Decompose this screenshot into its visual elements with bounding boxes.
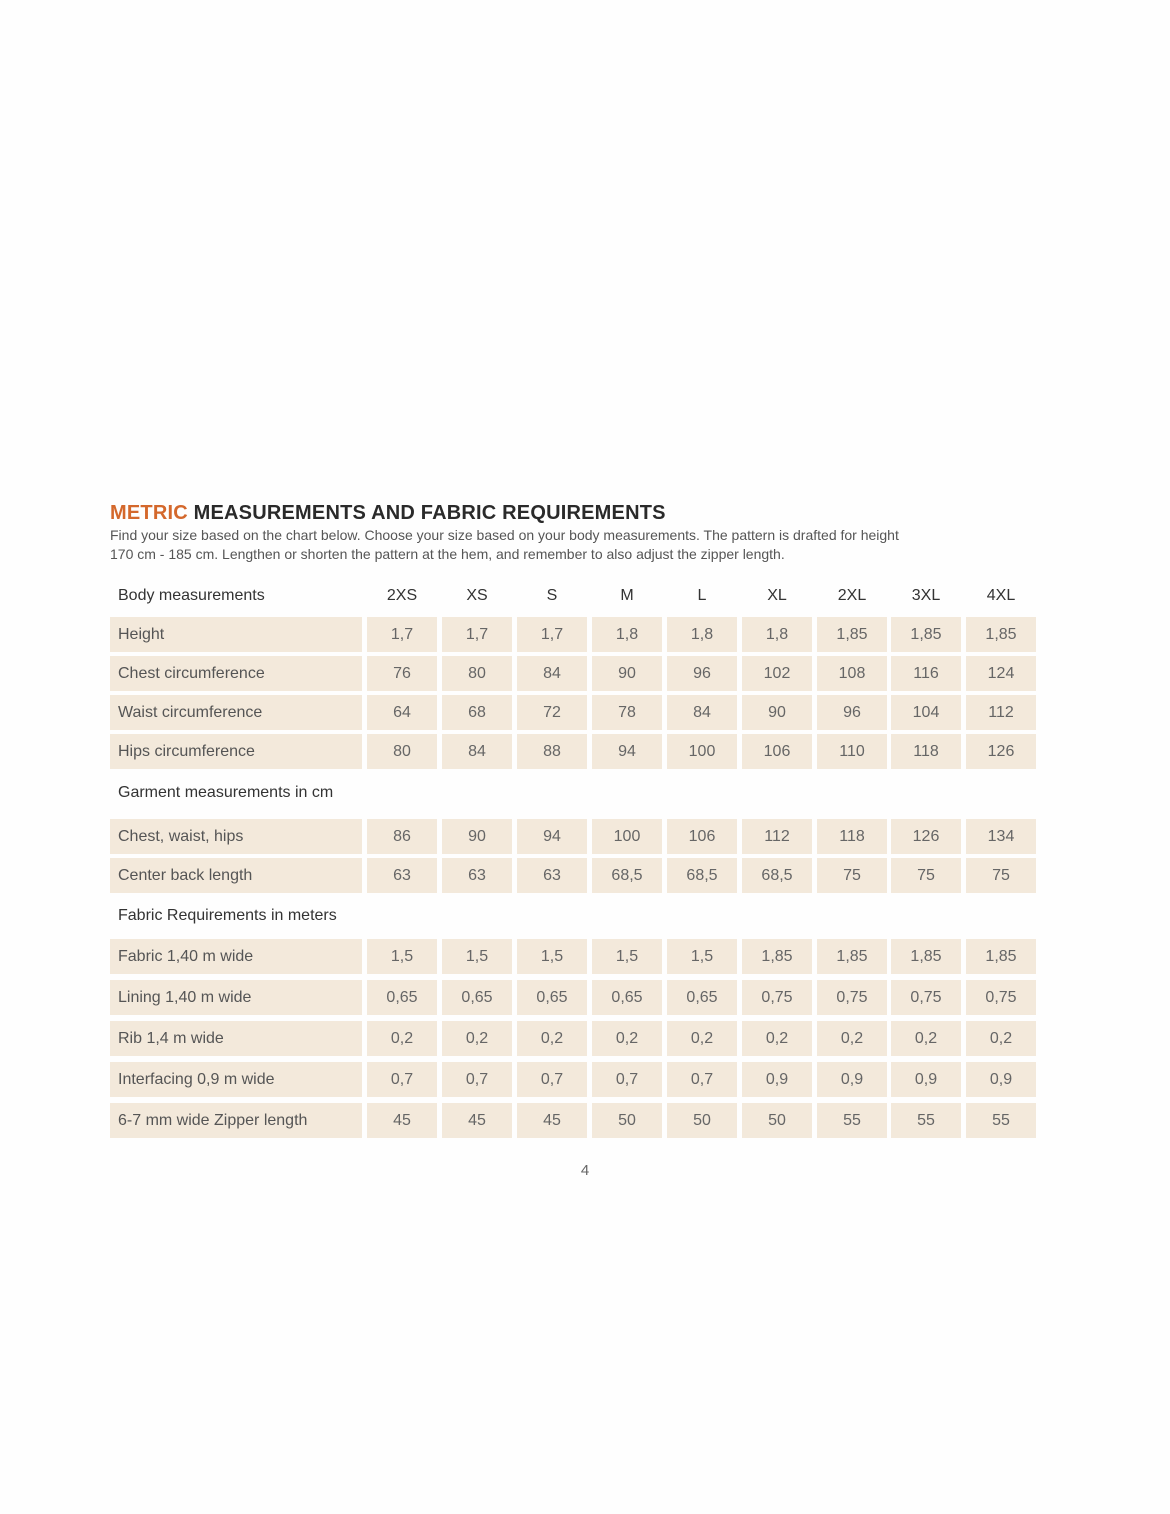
table-row <box>110 656 1038 691</box>
page-number: 4 <box>580 1162 590 1179</box>
intro-line-1: Find your size based on the chart below. Choose your size based on your body measurements. The pattern is drafted for height <box>110 527 899 543</box>
table-cell: 0,65 <box>442 980 512 1015</box>
table-cell: 0,7 <box>442 1062 512 1097</box>
table-row <box>110 1103 1038 1138</box>
table-cell: 0,75 <box>742 980 812 1015</box>
table-row <box>110 695 1038 730</box>
table-cell: 84 <box>442 734 512 769</box>
table-cell: 1,85 <box>891 939 961 974</box>
table-cell: 126 <box>891 819 961 854</box>
table-cell: 118 <box>891 734 961 769</box>
table-cell: 94 <box>517 819 587 854</box>
table-cell: 45 <box>367 1103 437 1138</box>
table-cell: 104 <box>891 695 961 730</box>
table-cell: 0,9 <box>742 1062 812 1097</box>
table-cell: 80 <box>442 656 512 691</box>
row-label: Height <box>110 617 362 652</box>
page-title <box>110 502 666 525</box>
table-cell: 55 <box>966 1103 1036 1138</box>
table-cell: 0,9 <box>891 1062 961 1097</box>
table-cell: 1,85 <box>891 617 961 652</box>
table-cell: 1,7 <box>367 617 437 652</box>
table-cell: 0,65 <box>367 980 437 1015</box>
row-label: Chest circumference <box>110 656 362 691</box>
table-cell: 0,75 <box>966 980 1036 1015</box>
table-cell: 1,7 <box>442 617 512 652</box>
table-cell: 124 <box>966 656 1036 691</box>
table-cell: 0,7 <box>367 1062 437 1097</box>
table-cell: 68,5 <box>592 858 662 893</box>
size-header: 2XL <box>837 586 867 604</box>
table-cell: 90 <box>742 695 812 730</box>
table-cell: 63 <box>367 858 437 893</box>
table-cell: 90 <box>442 819 512 854</box>
table-cell: 0,75 <box>891 980 961 1015</box>
table-cell: 102 <box>742 656 812 691</box>
table-cell: 75 <box>817 858 887 893</box>
table-cell: 108 <box>817 656 887 691</box>
table-cell: 112 <box>742 819 812 854</box>
table-header-row <box>110 578 1038 613</box>
table-cell: 84 <box>667 695 737 730</box>
title-rest: MEASUREMENTS AND FABRIC REQUIREMENTS <box>193 502 666 524</box>
table-cell: 1,85 <box>817 939 887 974</box>
table-cell: 1,5 <box>592 939 662 974</box>
table-cell: 126 <box>966 734 1036 769</box>
table-cell: 0,65 <box>592 980 662 1015</box>
table-cell: 1,85 <box>966 617 1036 652</box>
table-cell: 64 <box>367 695 437 730</box>
table-cell: 94 <box>592 734 662 769</box>
table-cell: 0,7 <box>517 1062 587 1097</box>
table-cell: 0,2 <box>742 1021 812 1056</box>
table-cell: 112 <box>966 695 1036 730</box>
table-row <box>110 1062 1038 1097</box>
table-cell: 75 <box>966 858 1036 893</box>
row-label: Rib 1,4 m wide <box>110 1021 362 1056</box>
table-cell: 50 <box>742 1103 812 1138</box>
table-cell: 68,5 <box>742 858 812 893</box>
row-label: Lining 1,40 m wide <box>110 980 362 1015</box>
table-cell: 100 <box>592 819 662 854</box>
title-accent: METRIC <box>110 502 188 524</box>
table-cell: 63 <box>442 858 512 893</box>
table-cell: 1,5 <box>517 939 587 974</box>
table-cell: 86 <box>367 819 437 854</box>
table-cell: 55 <box>891 1103 961 1138</box>
table-cell: 110 <box>817 734 887 769</box>
table-row <box>110 617 1038 652</box>
table-cell: 0,2 <box>367 1021 437 1056</box>
table-cell: 45 <box>517 1103 587 1138</box>
size-header: 2XS <box>386 586 418 604</box>
table-cell: 1,7 <box>517 617 587 652</box>
row-label: Hips circumference <box>110 734 362 769</box>
intro-text <box>110 526 1030 563</box>
table-cell: 1,5 <box>442 939 512 974</box>
table-cell: 0,65 <box>517 980 587 1015</box>
table-cell: 0,2 <box>517 1021 587 1056</box>
table-cell: 134 <box>966 819 1036 854</box>
size-header: M <box>620 586 634 604</box>
table-row <box>110 858 1038 893</box>
table-cell: 50 <box>667 1103 737 1138</box>
size-header: 3XL <box>911 586 941 604</box>
table-cell: 55 <box>817 1103 887 1138</box>
row-label: Waist circumference <box>110 695 362 730</box>
table-cell: 80 <box>367 734 437 769</box>
table-row <box>110 734 1038 769</box>
table-cell: 96 <box>667 656 737 691</box>
table-cell: 78 <box>592 695 662 730</box>
table-cell: 0,65 <box>667 980 737 1015</box>
table-cell: 106 <box>667 819 737 854</box>
section-garment-heading: Garment measurements in cm <box>118 784 334 801</box>
table-cell: 1,85 <box>966 939 1036 974</box>
table-cell: 0,7 <box>592 1062 662 1097</box>
table-cell: 0,2 <box>667 1021 737 1056</box>
table-cell: 0,75 <box>817 980 887 1015</box>
table-cell: 72 <box>517 695 587 730</box>
table-cell: 1,5 <box>367 939 437 974</box>
table-cell: 0,7 <box>667 1062 737 1097</box>
table-cell: 1,85 <box>742 939 812 974</box>
table-cell: 0,9 <box>966 1062 1036 1097</box>
row-label: Body measurements <box>118 586 265 604</box>
table-cell: 90 <box>592 656 662 691</box>
table-cell: 0,9 <box>817 1062 887 1097</box>
table-cell: 0,2 <box>442 1021 512 1056</box>
table-cell: 0,2 <box>817 1021 887 1056</box>
table-cell: 76 <box>367 656 437 691</box>
table-row <box>110 939 1038 974</box>
intro-line-2: 170 cm - 185 cm. Lengthen or shorten the pattern at the hem, and remember to also adjust the zipper length. <box>110 545 785 562</box>
row-label: 6-7 mm wide Zipper length <box>110 1103 362 1138</box>
table-cell: 1,5 <box>667 939 737 974</box>
table-cell: 116 <box>891 656 961 691</box>
table-cell: 96 <box>817 695 887 730</box>
table-row <box>110 1021 1038 1056</box>
table-cell: 75 <box>891 858 961 893</box>
table-cell: 0,2 <box>966 1021 1036 1056</box>
size-header: 4XL <box>986 586 1016 604</box>
table-cell: 1,8 <box>667 617 737 652</box>
table-cell: 45 <box>442 1103 512 1138</box>
table-cell: 1,85 <box>817 617 887 652</box>
table-cell: 106 <box>742 734 812 769</box>
table-cell: 100 <box>667 734 737 769</box>
row-label: Fabric 1,40 m wide <box>110 939 362 974</box>
table-cell: 88 <box>517 734 587 769</box>
size-header: XS <box>466 586 488 604</box>
table-cell: 0,2 <box>891 1021 961 1056</box>
row-label: Interfacing 0,9 m wide <box>110 1062 362 1097</box>
table-cell: 1,8 <box>742 617 812 652</box>
table-cell: 63 <box>517 858 587 893</box>
table-cell: 68 <box>442 695 512 730</box>
table-row <box>110 980 1038 1015</box>
row-label: Center back length <box>110 858 362 893</box>
size-header: S <box>546 586 558 604</box>
table-cell: 0,2 <box>592 1021 662 1056</box>
table-cell: 50 <box>592 1103 662 1138</box>
table-cell: 84 <box>517 656 587 691</box>
table-cell: 118 <box>817 819 887 854</box>
section-fabric-heading: Fabric Requirements in meters <box>118 907 337 924</box>
size-header: L <box>697 586 707 604</box>
table-row <box>110 819 1038 854</box>
size-header: XL <box>767 586 787 604</box>
table-cell: 68,5 <box>667 858 737 893</box>
table-cell: 1,8 <box>592 617 662 652</box>
row-label: Chest, waist, hips <box>110 819 362 854</box>
